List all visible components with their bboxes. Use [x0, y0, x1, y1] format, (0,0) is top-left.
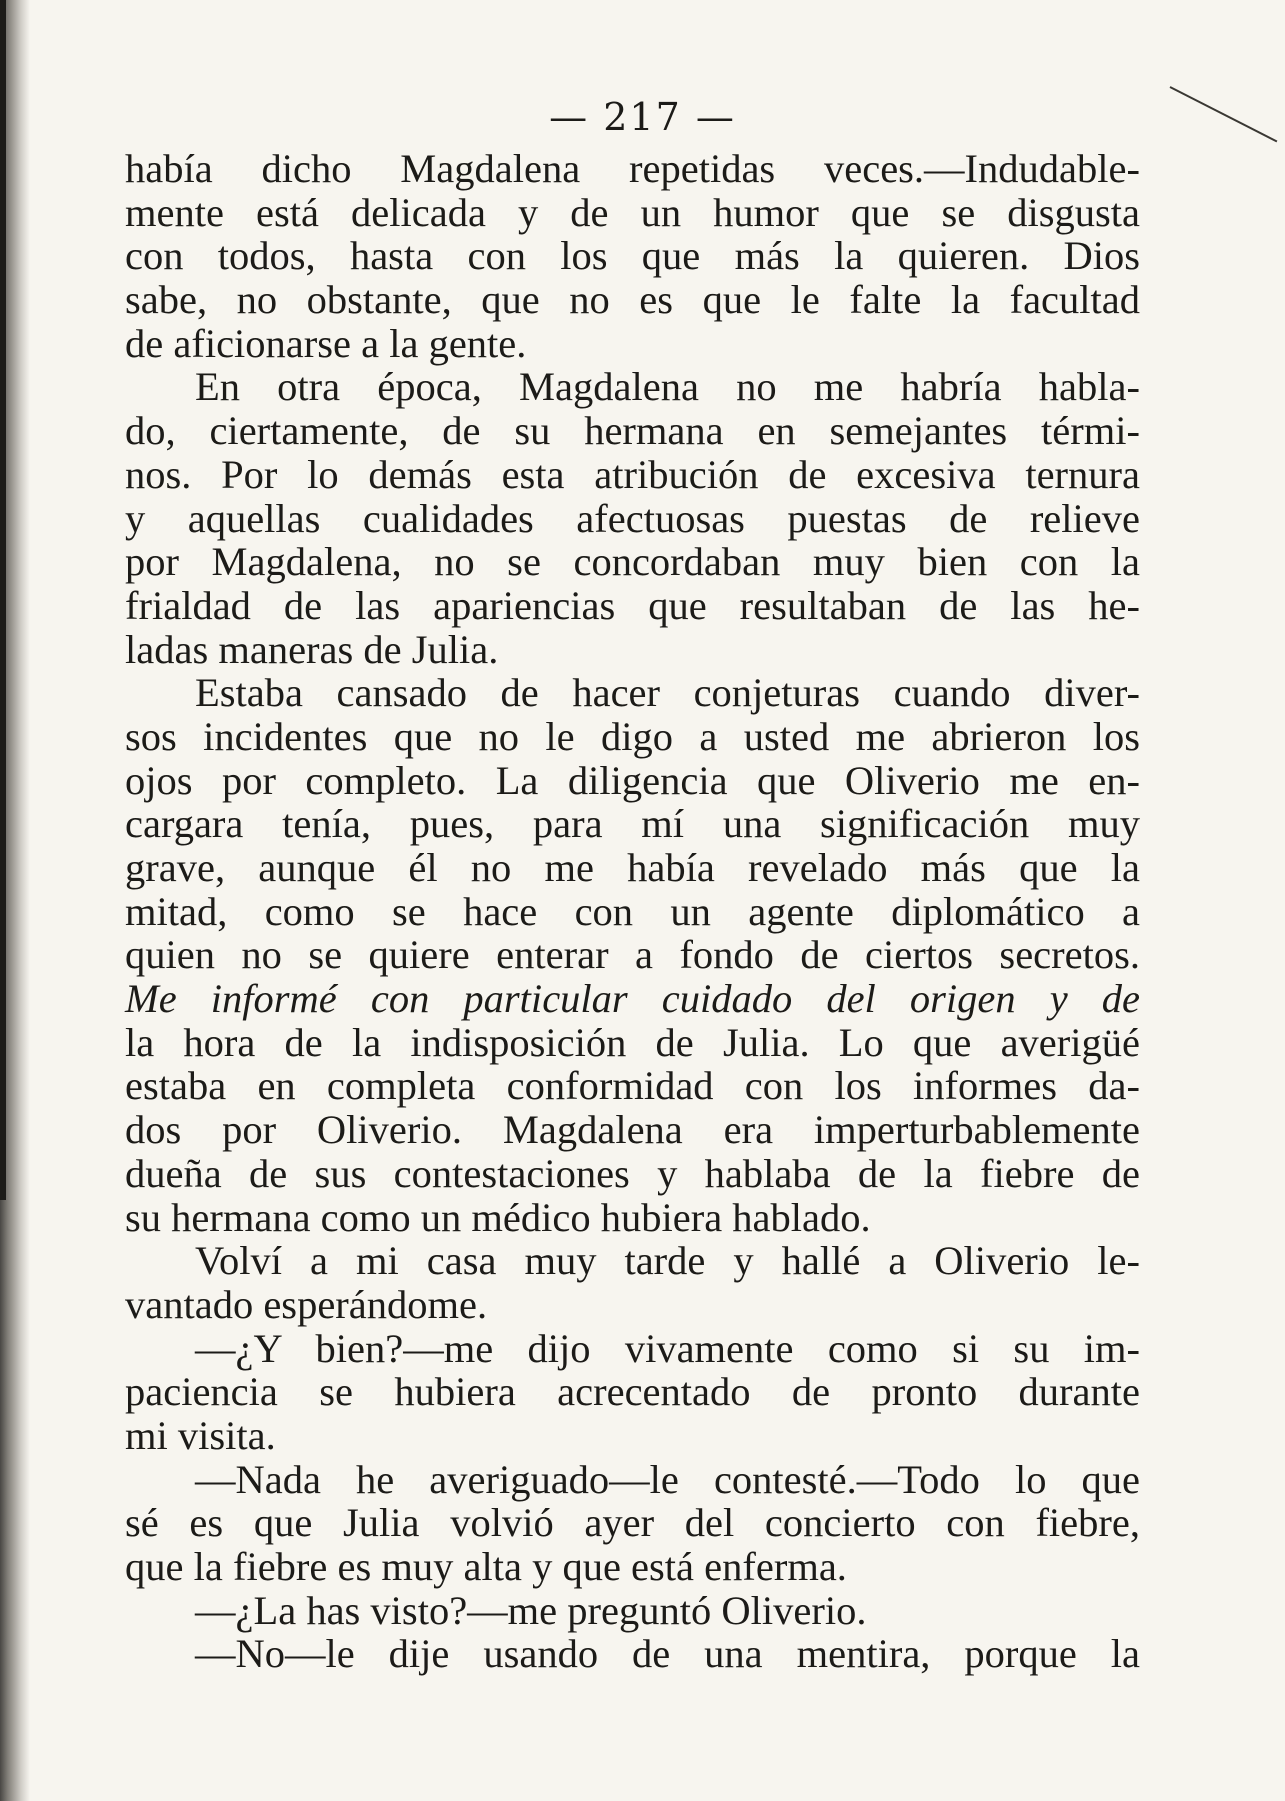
- text-line: estaba en completa conformidad con los informes da-: [125, 1063, 1140, 1109]
- text-line: dueña de sus contestaciones y hablaba de la fiebre de: [125, 1150, 1140, 1196]
- text-line: paciencia se hubiera acrecentado de pronto durante: [125, 1369, 1140, 1415]
- page-number: — 217 —: [549, 95, 736, 139]
- text-line: Volví a mi casa muy tarde y hallé a Oliverio le-: [195, 1238, 1140, 1284]
- text-line: su hermana como un médico hubiera hablado.: [125, 1194, 871, 1240]
- text-line: —¿Y bien?—me dijo vivamente como si su im-: [195, 1325, 1140, 1371]
- page-binding-shadow: [0, 0, 6, 1200]
- text-line: cargara tenía, pues, para mí una significación muy: [125, 801, 1140, 847]
- text-line: quien no se quiere enterar a fondo de ciertos secretos.: [125, 932, 1140, 978]
- text-line: sabe, no obstante, que no es que le falte la facultad: [125, 277, 1140, 323]
- text-line: frialdad de las apariencias que resultaban de las he-: [125, 582, 1140, 628]
- text-line: con todos, hasta con los que más la quieren. Dios: [125, 233, 1140, 279]
- text-line: había dicho Magdalena repetidas veces.—Indudable-: [125, 146, 1140, 191]
- text-line: ojos por completo. La diligencia que Oliverio me en-: [125, 757, 1140, 803]
- text-line: mitad, como se hace con un agente diplomático a: [125, 888, 1140, 934]
- text-line: sé es que Julia volvió ayer del concierto con fiebre,: [125, 1500, 1140, 1546]
- body-text: [125, 147, 1140, 1676]
- text-line: y aquellas cualidades afectuosas puestas de relieve: [125, 495, 1140, 541]
- text-line: grave, aunque él no me había revelado más que la: [125, 845, 1140, 890]
- text-line: dos por Oliverio. Magdalena era imperturbablemente: [125, 1107, 1140, 1153]
- text-line: nos. Por lo demás esta atribución de excesiva ternura: [125, 451, 1140, 497]
- text-line: —No—le dije usando de una mentira, porque la: [195, 1631, 1140, 1677]
- text-line: vantado esperándome.: [125, 1281, 488, 1327]
- text-line: ladas maneras de Julia.: [125, 626, 499, 672]
- text-line: Estaba cansado de hacer conjeturas cuando diver-: [195, 670, 1140, 716]
- text-line: Me informé con particular cuidado del origen y de: [125, 976, 1140, 1022]
- text-line: —Nada he averiguado—le contesté.—Todo lo que: [195, 1456, 1140, 1502]
- text-line: mi visita.: [125, 1412, 276, 1458]
- text-line: mente está delicada y de un humor que se disgusta: [125, 189, 1140, 235]
- text-line: —¿La has visto?—me preguntó Oliverio.: [195, 1587, 867, 1633]
- text-line: la hora de la indisposición de Julia. Lo que averigüé: [125, 1019, 1140, 1065]
- text-line: que la fiebre es muy alta y que está enferma.: [125, 1544, 847, 1589]
- text-line: do, ciertamente, de su hermana en semejantes térmi-: [125, 408, 1140, 454]
- text-line: de aficionarse a la gente.: [125, 320, 527, 366]
- text-line: sos incidentes que no le digo a usted me abrieron los: [125, 713, 1140, 759]
- text-line: En otra época, Magdalena no me habría habla-: [195, 364, 1140, 410]
- text-line: por Magdalena, no se concordaban muy bien con la: [125, 539, 1140, 585]
